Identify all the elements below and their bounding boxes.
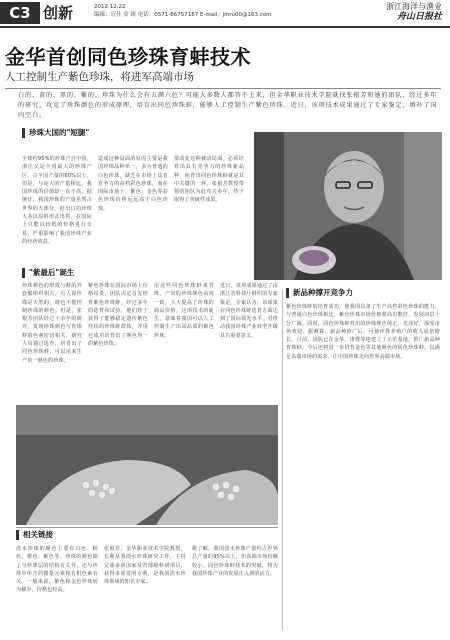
pearls-photo-image bbox=[16, 405, 278, 525]
section-heading-purple-pearl: "紫最后"诞生 bbox=[22, 268, 74, 278]
paper-name-line2: 舟山日报社 bbox=[396, 12, 442, 22]
portrait-photo-image bbox=[254, 132, 442, 280]
text-column-11: 据了解，我国淡水珍珠产量约占世界总产量的95%以上，但高端市场份额较小。同色珍珠蚌技术的突破，将为我国珍珠产业的发展注入新的活力。 bbox=[192, 546, 278, 577]
page-header bbox=[0, 0, 450, 28]
section-number: C3 bbox=[0, 2, 40, 24]
text-column-8: 紫色珍珠蚌的培育成功，使我国具备了生产高档彩色珍珠的能力。与普通白色珍珠相比，紫色珍珠市场价格要高出数倍，发展前景十分广阔。同时，同色珍珠蚌育出的珍珠颜色纯正、光泽好，深受市场欢迎。据测算，新品种推广后，可使珍珠养殖户的收入成倍增长。目前，团队已在金华、诸暨等地建立了示范基地，推广新品种育珠蚌，今后还将进一步培育金色等其他颜色的同色珍珠蚌，以满足高端市场的需求，让中国珍珠走向世界高端市场。 bbox=[286, 304, 440, 360]
paper-name bbox=[386, 2, 442, 23]
lead-paragraph: 白的、黄的、黑的、紫的，珍珠为什么会有五颜六色？可能大多数人都答不上来，但金华职业技术学院就找张根芳和她的团队，经过多年的研究，攻克了珍珠颜色的形成原理，培育出同色珍珠蚌，能够人工控制生产紫色珍珠。近日，该项技术成果通过了专家鉴定，填补了国内空白。 bbox=[18, 92, 438, 119]
section-heading-short-leg: 珍珠大国的"短腿" bbox=[22, 128, 89, 138]
text-column-1: 全球约95%的珍珠产自中国，浙江又是全国最大的珍珠产区，占全国产量的60%以上。但是，与庞大的产量相比，我国珍珠的价值却一直不高。据统计，我国珍珠的产量虽然占世界的大部分，但出口的珍珠大多以原料形式出售，在国际上只能以较低的价格进行交易，严重影响了我国珍珠产业的经济效益。 bbox=[22, 156, 92, 245]
text-column-10: 张根芳，金华职业技术学院教授，长期从事淡水珍珠研究工作，主持完成多项国家及省部级科研项目，获得多项发明专利，是我国淡水珍珠领域的知名专家。 bbox=[104, 546, 186, 586]
text-column-6: 用这些同色珍珠蚌来育珠，产出的珍珠颜色高度一致，大大提高了珍珠的商品价值。这项技术的诞生，意味着我国可以人工控制生产出高品质的紫色珍珠。 bbox=[154, 283, 214, 339]
subheadline: 人工控制生产紫色珍珠，将进军高端市场 bbox=[5, 71, 194, 83]
text-column-9: 淡水珍珠的颜色主要有白色、粉色、橙色、紫色等。珍珠的颜色除了与珍珠层的结构有关外，还与珍珠中所含的微量元素和有机色素有关。一般来说，紫色和金色珍珠较为稀少，价格也较高。 bbox=[16, 546, 98, 594]
text-column-2: 造成这种局面的原因主要是我国珍珠品种单一，多为普通的白色珍珠，缺乏在市场上具有竞争力的高档彩色珍珠，而在国际市场上，紫色、金色等彩色珍珠价格远远高于白色珍珠。 bbox=[98, 156, 168, 212]
text-column-7: 近日，该项成果通过了由浙江省科技厅组织的专家鉴定。专家认为，该成果在同色珍珠蚌选育方面达到了国际领先水平，对推动我国珍珠产业转型升级具有重要意义。 bbox=[220, 283, 278, 339]
pearls-photo bbox=[16, 405, 278, 525]
text-column-4: 珍珠颜色的形成与蚌的外套膜组织相关，有人说珍珠是天然的，谁也不能控制珍珠的颜色。但是，张根芳团队经过十余年的研究，发现珍珠颜色与育珠蚌的色素密切相关。研究人员通过选育，培育出了同色珍珠蚌，可以用来生产单一颜色的珍珠。 bbox=[22, 283, 82, 364]
text-column-5: 紫色珍珠在国际市场上价格昂贵，团队决定首先培育紫色珍珠蚌。经过多年的选育和试验，他们终于获得了能够稳定遗传紫色性状的珍珠蚌群体，并用它成功培育出了颜色均一的紫色珍珠。 bbox=[88, 283, 148, 348]
section-heading-related-links: 相关链接 bbox=[16, 530, 53, 540]
lead-rule bbox=[5, 88, 441, 89]
issue-date: 2012.12.22 bbox=[94, 4, 126, 10]
text-column-3: 要改变这种被动局面，必须培育出具有竞争力的珍珠新品种，而育出同色珍珠蚌就是其中关键的一环。张根芳教授带领的团队为此攻关多年，终于取得了突破性成果。 bbox=[174, 156, 244, 204]
header-rule bbox=[0, 26, 450, 28]
section-heading-new-variety: 新品种撑开竞争力 bbox=[286, 288, 353, 298]
portrait-photo bbox=[254, 132, 442, 280]
editor-line: 编辑：宣仕 金 斑 电话：0571-86757187 E-mail：jinru00@163.com bbox=[94, 12, 272, 18]
headline: 金华首创同色珍珠育蚌技术 bbox=[5, 45, 251, 69]
header-meta bbox=[94, 3, 272, 19]
paper-name-line1: 浙江海洋与渔业 bbox=[386, 2, 442, 11]
section-name: 创新 bbox=[43, 4, 74, 22]
column-divider bbox=[282, 290, 283, 630]
related-links-rule bbox=[16, 527, 278, 528]
